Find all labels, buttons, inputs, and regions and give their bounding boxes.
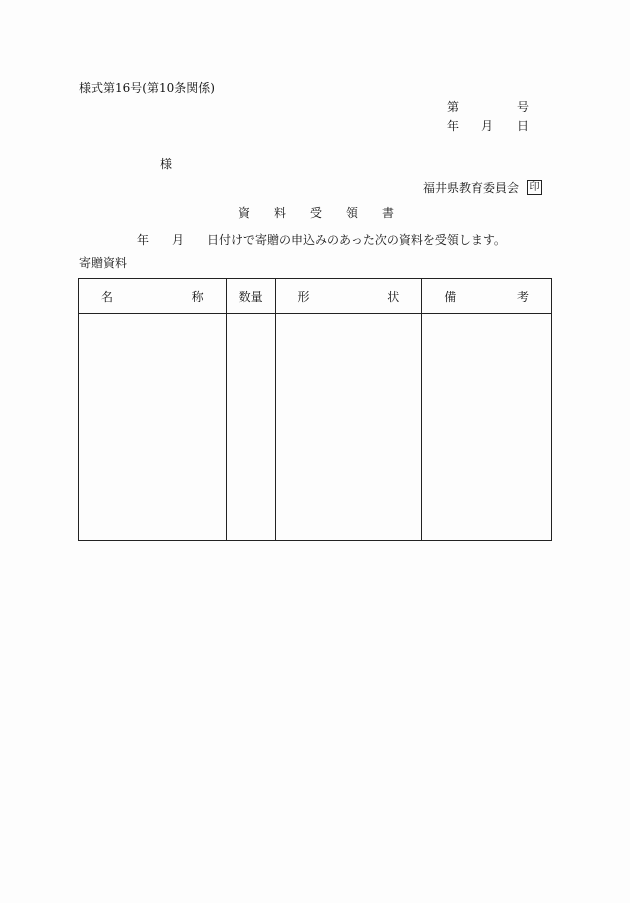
body-text: 日付けで寄贈の申込みのあった次の資料を受領します。: [207, 233, 506, 247]
cell-shape[interactable]: [275, 314, 422, 541]
header-name: 名 称: [79, 279, 227, 314]
table-body-row: [79, 314, 552, 541]
seal-mark: 印: [527, 180, 542, 195]
date-month: 月: [481, 119, 494, 133]
cell-quantity[interactable]: [226, 314, 275, 541]
body-year: 年: [137, 233, 150, 247]
date-year: 年: [447, 119, 460, 133]
body-month: 月: [172, 233, 185, 247]
donation-table: [78, 278, 552, 541]
header-remarks: 備 考: [422, 279, 552, 314]
document-title: 資 料 受 領 書: [238, 206, 395, 220]
cell-remarks[interactable]: [422, 314, 552, 541]
table-header-row: [79, 279, 552, 314]
issuer-name: 福井県教育委員会: [423, 181, 520, 195]
doc-number-go: 号: [517, 100, 530, 114]
header-quantity: 数量: [226, 279, 275, 314]
cell-name[interactable]: [79, 314, 227, 541]
doc-number-dai: 第: [447, 100, 460, 114]
form-number: 様式第16号(第10条関係): [79, 81, 215, 95]
date-day: 日: [517, 119, 530, 133]
addressee-suffix: 様: [160, 157, 173, 171]
section-label: 寄贈資料: [79, 256, 128, 270]
header-shape: 形 状: [275, 279, 422, 314]
